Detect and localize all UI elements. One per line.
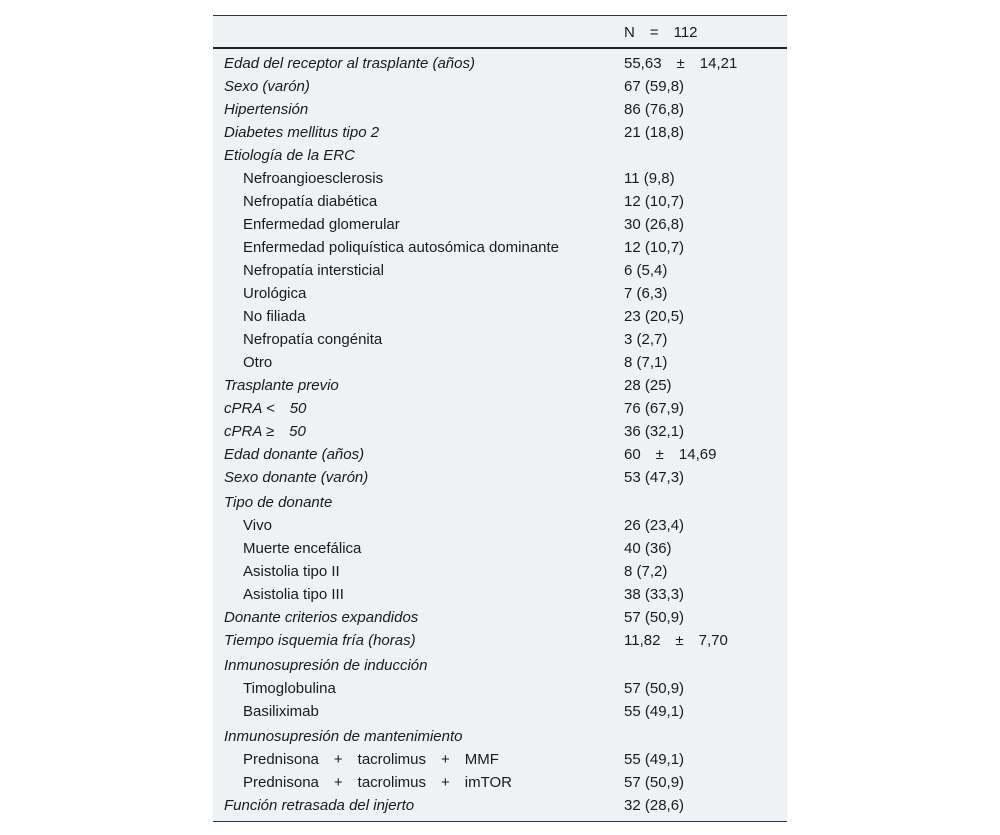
- row-value: 21 (18,8): [624, 124, 685, 141]
- row-label: Asistolia tipo II: [243, 563, 340, 580]
- row-label: cPRA < 50: [224, 400, 307, 417]
- table-row: [213, 213, 787, 236]
- row-value: 57 (50,9): [624, 680, 685, 697]
- row-label: Hipertensión: [224, 101, 309, 118]
- table-row: [213, 121, 787, 144]
- table-row: [213, 397, 787, 420]
- table-row: [213, 652, 787, 677]
- table-row: [213, 351, 787, 374]
- row-value: 86 (76,8): [624, 101, 685, 118]
- row-value: 3 (2,7): [624, 331, 668, 348]
- table-row: [213, 629, 787, 652]
- row-label: cPRA ≥ 50: [224, 423, 306, 440]
- row-value: 36 (32,1): [624, 423, 685, 440]
- row-value: 57 (50,9): [624, 774, 685, 791]
- row-value: 12 (10,7): [624, 239, 685, 256]
- header-n-value: N = 112: [624, 24, 698, 41]
- row-value: 32 (28,6): [624, 797, 685, 814]
- row-label: Nefropatía intersticial: [243, 262, 384, 279]
- row-label: Tipo de donante: [224, 494, 333, 511]
- row-label: Tiempo isquemia fría (horas): [224, 632, 416, 649]
- row-label: Sexo (varón): [224, 78, 310, 95]
- row-label: No filiada: [243, 308, 306, 325]
- row-label: Sexo donante (varón): [224, 469, 369, 486]
- table-row: [213, 583, 787, 606]
- table-row: [213, 52, 787, 75]
- row-label: Trasplante previo: [224, 377, 339, 394]
- table-row: [213, 489, 787, 514]
- row-label: Enfermedad poliquística autosómica dominante: [243, 239, 560, 256]
- row-value: 7 (6,3): [624, 285, 668, 302]
- table-row: [213, 443, 787, 466]
- row-value: 55,63 ± 14,21: [624, 55, 738, 72]
- row-value: 55 (49,1): [624, 703, 685, 720]
- table-row: [213, 420, 787, 443]
- row-label: Prednisona + tacrolimus + MMF: [243, 751, 499, 768]
- row-value: 76 (67,9): [624, 400, 685, 417]
- row-value: 8 (7,1): [624, 354, 668, 371]
- table-row: [213, 466, 787, 489]
- row-value: 26 (23,4): [624, 517, 685, 534]
- row-value: 57 (50,9): [624, 609, 685, 626]
- row-label: Nefropatía congénita: [243, 331, 383, 348]
- row-label: Vivo: [243, 517, 272, 534]
- row-value: 53 (47,3): [624, 469, 685, 486]
- row-value: 11 (9,8): [624, 170, 675, 187]
- table-row: [213, 98, 787, 121]
- row-label: Etiología de la ERC: [224, 147, 355, 164]
- table-row: [213, 677, 787, 700]
- table-row: [213, 794, 787, 817]
- row-label: Nefroangioesclerosis: [243, 170, 384, 187]
- table-row: [213, 514, 787, 537]
- table-row: [213, 374, 787, 397]
- table-row: [213, 167, 787, 190]
- row-label: Edad del receptor al trasplante (años): [224, 55, 475, 72]
- table-header: [213, 16, 787, 49]
- row-value: 40 (36): [624, 540, 672, 557]
- row-label: Timoglobulina: [243, 680, 336, 697]
- row-label: Inmunosupresión de inducción: [224, 657, 428, 674]
- table-row: [213, 537, 787, 560]
- table-row: [213, 606, 787, 629]
- table-row: [213, 305, 787, 328]
- row-label: Diabetes mellitus tipo 2: [224, 124, 380, 141]
- table-row: [213, 700, 787, 723]
- table-row: [213, 190, 787, 213]
- row-label: Función retrasada del injerto: [224, 797, 415, 814]
- table-row: [213, 771, 787, 794]
- data-table: [213, 15, 787, 822]
- row-label: Urológica: [243, 285, 307, 302]
- row-label: Nefropatía diabética: [243, 193, 378, 210]
- row-value: 23 (20,5): [624, 308, 685, 325]
- row-label: Edad donante (años): [224, 446, 365, 463]
- table-body: [213, 49, 787, 821]
- row-label: Basiliximab: [243, 703, 319, 720]
- row-value: 12 (10,7): [624, 193, 685, 210]
- table-row: [213, 723, 787, 748]
- row-value: 67 (59,8): [624, 78, 685, 95]
- row-label: Prednisona + tacrolimus + imTOR: [243, 774, 512, 791]
- table-row: [213, 144, 787, 167]
- row-label: Muerte encefálica: [243, 540, 362, 557]
- row-value: 38 (33,3): [624, 586, 685, 603]
- table-row: [213, 236, 787, 259]
- row-value: 28 (25): [624, 377, 672, 394]
- row-value: 60 ± 14,69: [624, 446, 717, 463]
- table-row: [213, 282, 787, 305]
- table-row: [213, 560, 787, 583]
- row-value: 11,82 ± 7,70: [624, 632, 728, 649]
- row-value: 55 (49,1): [624, 751, 685, 768]
- row-value: 30 (26,8): [624, 216, 685, 233]
- row-value: 8 (7,2): [624, 563, 668, 580]
- table-row: [213, 75, 787, 98]
- row-label: Inmunosupresión de mantenimiento: [224, 728, 463, 745]
- row-label: Donante criterios expandidos: [224, 609, 419, 626]
- row-value: 6 (5,4): [624, 262, 668, 279]
- table-row: [213, 328, 787, 351]
- row-label: Enfermedad glomerular: [243, 216, 400, 233]
- table-row: [213, 748, 787, 771]
- row-label: Asistolia tipo III: [243, 586, 344, 603]
- row-label: Otro: [243, 354, 273, 371]
- table-row: [213, 259, 787, 282]
